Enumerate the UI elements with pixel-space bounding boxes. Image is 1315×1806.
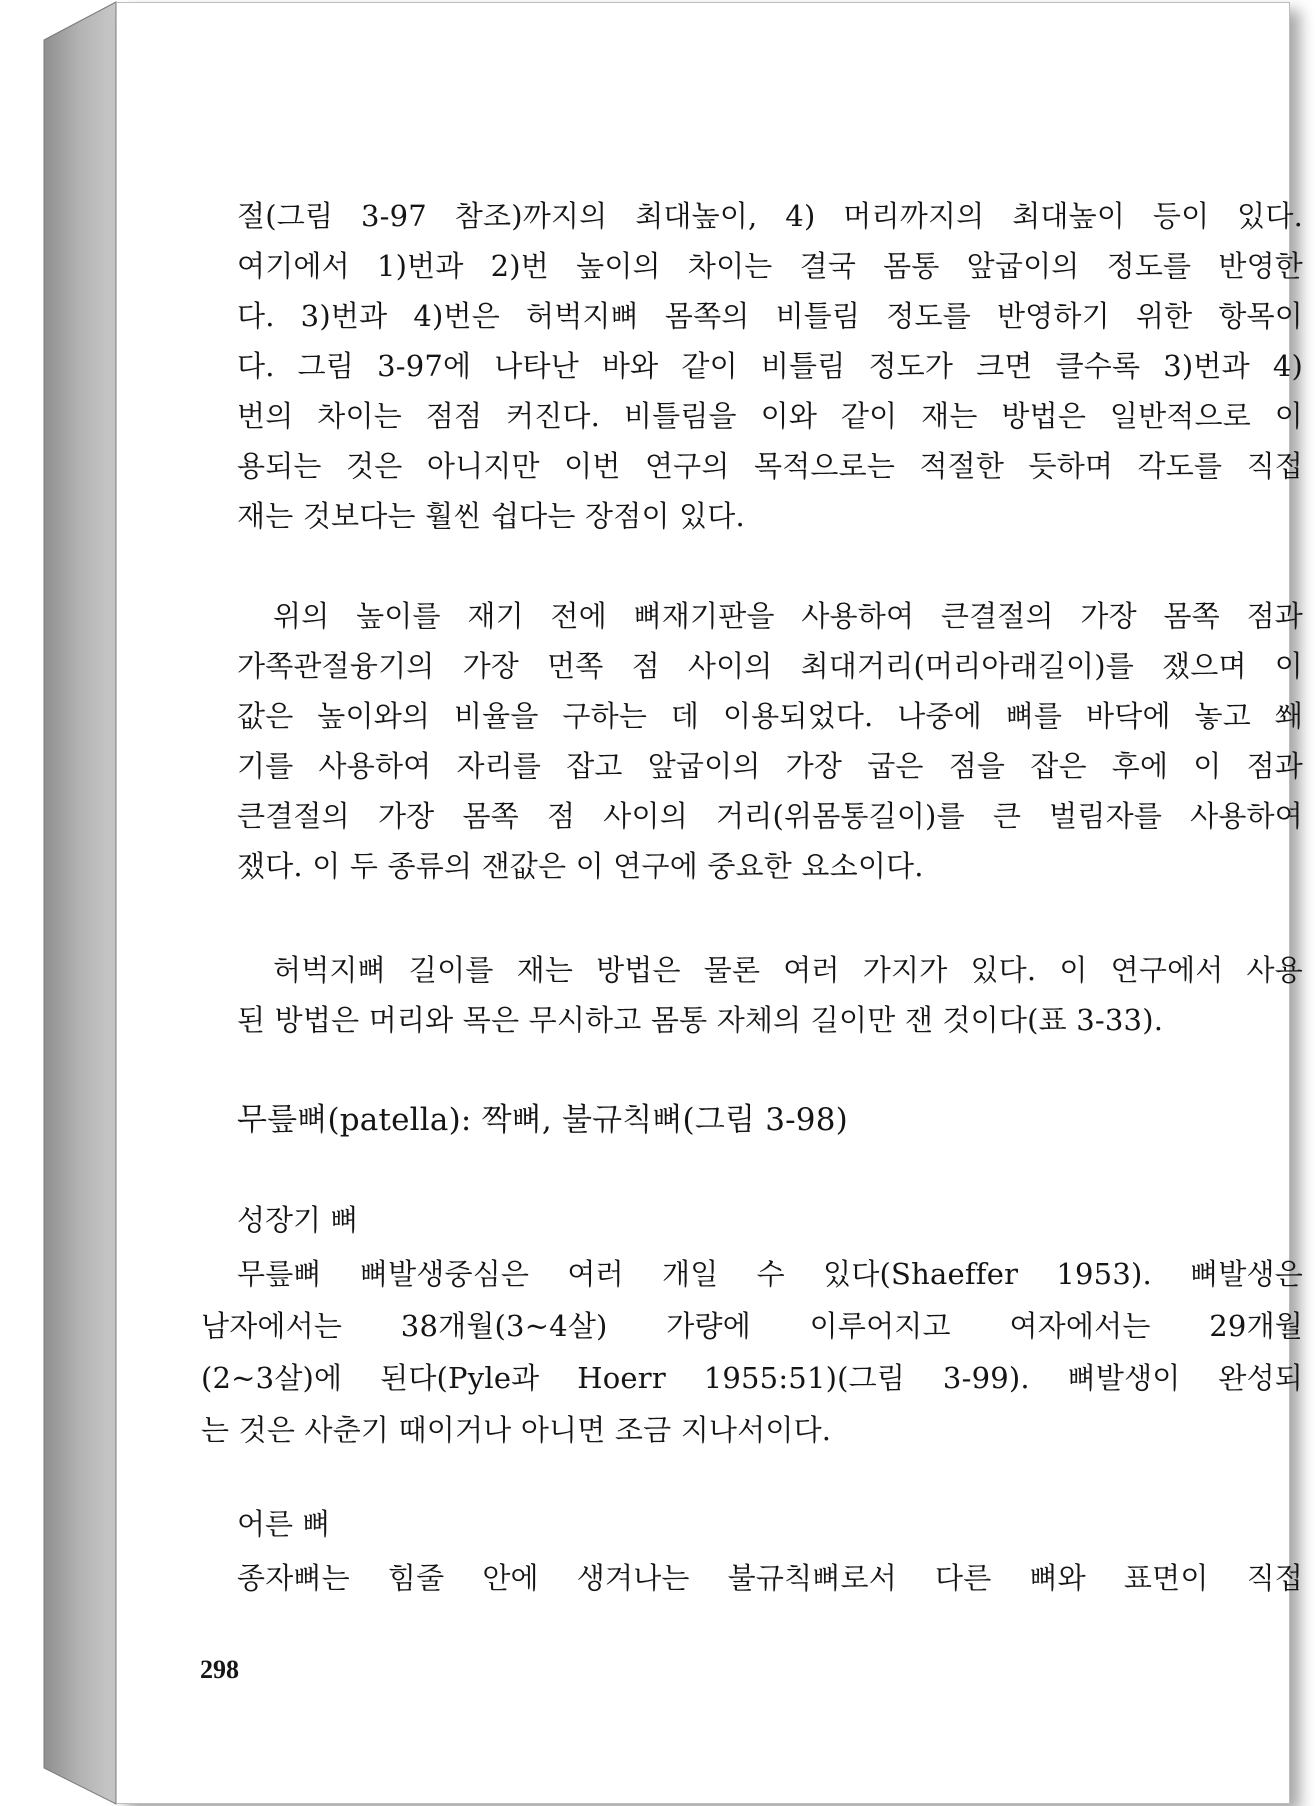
page-number: 298 <box>200 1655 239 1684</box>
text-line: 큰결절의 가장 몸쪽 점 사이의 거리(위몸통길이)를 큰 벌림자를 사용하여 <box>237 799 1303 833</box>
text-line: 위의 높이를 재기 전에 뼈재기판을 사용하여 큰결절의 가장 몸쪽 점과 <box>273 599 1303 633</box>
text-line: 값은 높이와의 비율을 구하는 데 이용되었다. 나중에 뼈를 바닥에 놓고 쐐 <box>237 699 1303 733</box>
section-heading: 어른 뼈 <box>237 1507 331 1541</box>
section-heading: 성장기 뼈 <box>237 1203 359 1237</box>
text-line: (2~3살)에 된다(Pyle과 Hoerr 1955:51)(그림 3-99). 뼈발생이 완성되 <box>201 1361 1303 1395</box>
text-line: 허벅지뼈 길이를 재는 방법은 물론 여러 가지가 있다. 이 연구에서 사용 <box>273 953 1303 987</box>
text-line: 여기에서 1)번과 2)번 높이의 차이는 결국 몸통 앞굽이의 정도를 반영한 <box>237 249 1303 283</box>
text-line: 무릎뼈 뼈발생중심은 여러 개일 수 있다(Shaeffer 1953). 뼈발생은 <box>237 1257 1303 1291</box>
bone-title: 무릎뼈(patella): 짝뼈, 불규칙뼈(그림 3-98) <box>237 1102 848 1138</box>
text-line: 쟀다. 이 두 종류의 잰값은 이 연구에 중요한 요소이다. <box>237 849 924 883</box>
text-line: 는 것은 사춘기 때이거나 아니면 조금 지나서이다. <box>201 1413 832 1447</box>
text-line: 재는 것보다는 훨씬 쉽다는 장점이 있다. <box>237 499 745 533</box>
text-line: 다. 그림 3-97에 나타난 바와 같이 비틀림 정도가 크면 클수록 3)번과 4) <box>237 349 1303 383</box>
text-line: 절(그림 3-97 참조)까지의 최대높이, 4) 머리까지의 최대높이 등이 있다. <box>237 199 1303 233</box>
text-line: 다. 3)번과 4)번은 허벅지뼈 몸쪽의 비틀림 정도를 반영하기 위한 항목이 <box>237 299 1303 333</box>
text-line: 번의 차이는 점점 커진다. 비틀림을 이와 같이 재는 방법은 일반적으로 이 <box>237 399 1303 433</box>
text-line: 된 방법은 머리와 목은 무시하고 몸통 자체의 길이만 잰 것이다(표 3-33). <box>237 1003 1164 1037</box>
page-text <box>117 3 1304 1805</box>
book-page <box>116 2 1304 1804</box>
text-line: 가쪽관절융기의 가장 먼쪽 점 사이의 최대거리(머리아래길이)를 쟀으며 이 <box>237 649 1303 683</box>
text-line: 기를 사용하여 자리를 잡고 앞굽이의 가장 굽은 점을 잡은 후에 이 점과 <box>237 749 1304 783</box>
text-line: 용되는 것은 아니지만 이번 연구의 목적으로는 적절한 듯하며 각도를 직접 <box>237 449 1303 483</box>
text-line: 종자뼈는 힘줄 안에 생겨나는 불규칙뼈로서 다른 뼈와 표면이 직접 <box>237 1561 1303 1595</box>
text-line: 남자에서는 38개월(3~4살) 가량에 이루어지고 여자에서는 29개월 <box>201 1309 1303 1343</box>
